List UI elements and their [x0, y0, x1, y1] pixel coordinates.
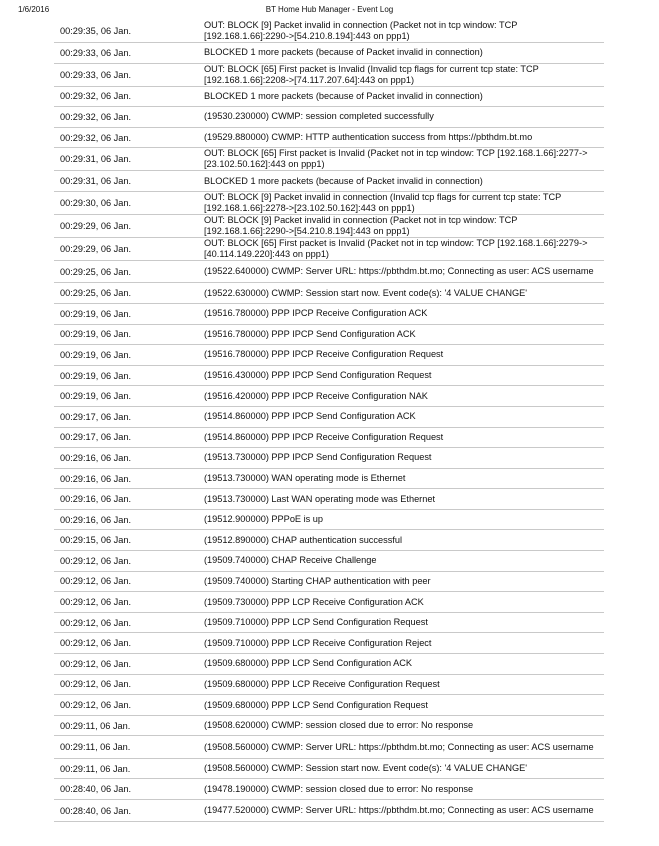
log-time: 00:29:19, 06 Jan. [54, 324, 202, 345]
log-time: 00:29:17, 06 Jan. [54, 406, 202, 427]
log-message: (19516.780000) PPP IPCP Receive Configuration Request [202, 345, 604, 366]
log-time: 00:29:11, 06 Jan. [54, 715, 202, 736]
log-time: 00:29:19, 06 Jan. [54, 386, 202, 407]
log-message: BLOCKED 1 more packets (because of Packet invalid in connection) [202, 43, 604, 64]
log-time: 00:29:17, 06 Jan. [54, 427, 202, 448]
log-time: 00:29:16, 06 Jan. [54, 468, 202, 489]
log-row [54, 489, 604, 510]
log-row [54, 214, 604, 237]
log-time: 00:29:12, 06 Jan. [54, 695, 202, 716]
log-row [54, 551, 604, 572]
print-header [0, 0, 659, 20]
log-row [54, 191, 604, 214]
log-time: 00:29:25, 06 Jan. [54, 260, 202, 282]
log-time: 00:29:12, 06 Jan. [54, 633, 202, 654]
log-message: (19509.740000) CHAP Receive Challenge [202, 551, 604, 572]
log-time: 00:29:11, 06 Jan. [54, 736, 202, 758]
log-row [54, 86, 604, 107]
log-message: (19516.430000) PPP IPCP Send Configuration Request [202, 365, 604, 386]
log-message: OUT: BLOCK [9] Packet invalid in connection (Packet not in tcp window: TCP [192.168.1.66]:2290->[54.210.8.194]:443 on ppp1) [202, 20, 604, 43]
log-time: 00:29:11, 06 Jan. [54, 758, 202, 779]
log-message: (19508.560000) CWMP: Session start now. Event code(s): '4 VALUE CHANGE' [202, 758, 604, 779]
log-time: 00:29:19, 06 Jan. [54, 345, 202, 366]
log-row [54, 127, 604, 148]
log-row [54, 736, 604, 758]
log-time: 00:29:16, 06 Jan. [54, 509, 202, 530]
print-date: 1/6/2016 [18, 5, 50, 14]
log-row [54, 654, 604, 675]
log-row [54, 674, 604, 695]
log-row [54, 63, 604, 86]
log-time: 00:29:19, 06 Jan. [54, 303, 202, 324]
page-title: BT Home Hub Manager - Event Log [265, 5, 394, 14]
log-row [54, 530, 604, 551]
log-row [54, 20, 604, 43]
log-message: (19513.730000) Last WAN operating mode was Ethernet [202, 489, 604, 510]
log-message: (19516.780000) PPP IPCP Receive Configuration ACK [202, 303, 604, 324]
log-message: OUT: BLOCK [65] First packet is Invalid (Packet not in tcp window: TCP [192.168.1.66]:2279->[40.114.149.220]:443 on ppp1) [202, 237, 604, 260]
log-row [54, 324, 604, 345]
log-message: (19522.640000) CWMP: Server URL: https://pbthdm.bt.mo; Connecting as user: ACS username [202, 260, 604, 282]
log-message: (19513.730000) PPP IPCP Send Configuration Request [202, 448, 604, 469]
log-message: (19512.890000) CHAP authentication successful [202, 530, 604, 551]
log-message: (19509.680000) PPP LCP Send Configuration Request [202, 695, 604, 716]
log-time: 00:29:35, 06 Jan. [54, 20, 202, 43]
log-message: OUT: BLOCK [65] First packet is Invalid (Invalid tcp flags for current tcp state: TCP [192.168.1.66]:2208->[74.117.207.64]:443 on ppp1) [202, 63, 604, 86]
log-time: 00:29:33, 06 Jan. [54, 63, 202, 86]
log-message: (19508.560000) CWMP: Server URL: https://pbthdm.bt.mo; Connecting as user: ACS username [202, 736, 604, 758]
log-row [54, 612, 604, 633]
log-message: BLOCKED 1 more packets (because of Packet invalid in connection) [202, 86, 604, 107]
log-message: (19529.880000) CWMP: HTTP authentication success from https://pbthdm.bt.mo [202, 127, 604, 148]
log-message: (19477.520000) CWMP: Server URL: https://pbthdm.bt.mo; Connecting as user: ACS username [202, 800, 604, 822]
log-time: 00:29:32, 06 Jan. [54, 127, 202, 148]
log-row [54, 107, 604, 128]
log-row [54, 260, 604, 282]
log-message: (19516.780000) PPP IPCP Send Configuration ACK [202, 324, 604, 345]
log-row [54, 592, 604, 613]
log-row [54, 571, 604, 592]
log-time: 00:29:12, 06 Jan. [54, 674, 202, 695]
log-row [54, 468, 604, 489]
log-time: 00:29:31, 06 Jan. [54, 148, 202, 171]
log-time: 00:29:19, 06 Jan. [54, 365, 202, 386]
log-row [54, 386, 604, 407]
log-message: (19509.680000) PPP LCP Receive Configuration Request [202, 674, 604, 695]
log-time: 00:29:12, 06 Jan. [54, 551, 202, 572]
log-message: BLOCKED 1 more packets (because of Packet invalid in connection) [202, 171, 604, 192]
log-row [54, 303, 604, 324]
log-row [54, 406, 604, 427]
log-row [54, 800, 604, 822]
log-time: 00:29:33, 06 Jan. [54, 43, 202, 64]
log-row [54, 715, 604, 736]
log-message: (19512.900000) PPPoE is up [202, 509, 604, 530]
log-message: OUT: BLOCK [65] First packet is Invalid (Packet not in tcp window: TCP [192.168.1.66]:2277->[23.102.50.162]:443 on ppp1) [202, 148, 604, 171]
log-row [54, 237, 604, 260]
log-message: (19513.730000) WAN operating mode is Ethernet [202, 468, 604, 489]
log-row [54, 448, 604, 469]
log-message: (19509.710000) PPP LCP Send Configuration Request [202, 612, 604, 633]
log-row [54, 148, 604, 171]
log-time: 00:29:29, 06 Jan. [54, 214, 202, 237]
log-row [54, 427, 604, 448]
log-row [54, 365, 604, 386]
log-message: OUT: BLOCK [9] Packet invalid in connection (Invalid tcp flags for current tcp state: TCP [192.168.1.66]:2278->[23.102.50.162]:443 on ppp1) [202, 191, 604, 214]
log-row [54, 779, 604, 800]
log-time: 00:29:16, 06 Jan. [54, 489, 202, 510]
log-time: 00:29:16, 06 Jan. [54, 448, 202, 469]
log-message: OUT: BLOCK [9] Packet invalid in connection (Packet not in tcp window: TCP [192.168.1.66]:2290->[54.210.8.194]:443 on ppp1) [202, 214, 604, 237]
log-time: 00:29:12, 06 Jan. [54, 592, 202, 613]
log-message: (19509.680000) PPP LCP Send Configuration ACK [202, 654, 604, 675]
log-time: 00:29:25, 06 Jan. [54, 283, 202, 304]
log-time: 00:29:29, 06 Jan. [54, 237, 202, 260]
event-log-body [54, 20, 604, 822]
log-message: (19514.860000) PPP IPCP Send Configuration ACK [202, 406, 604, 427]
log-time: 00:29:32, 06 Jan. [54, 86, 202, 107]
log-time: 00:29:30, 06 Jan. [54, 191, 202, 214]
log-time: 00:29:12, 06 Jan. [54, 571, 202, 592]
log-message: (19509.730000) PPP LCP Receive Configuration ACK [202, 592, 604, 613]
log-time: 00:29:12, 06 Jan. [54, 612, 202, 633]
log-row [54, 171, 604, 192]
log-row [54, 633, 604, 654]
log-time: 00:29:31, 06 Jan. [54, 171, 202, 192]
log-row [54, 695, 604, 716]
log-time: 00:28:40, 06 Jan. [54, 779, 202, 800]
log-time: 00:29:32, 06 Jan. [54, 107, 202, 128]
log-row [54, 283, 604, 304]
log-time: 00:28:40, 06 Jan. [54, 800, 202, 822]
log-message: (19508.620000) CWMP: session closed due to error: No response [202, 715, 604, 736]
log-message: (19514.860000) PPP IPCP Receive Configuration Request [202, 427, 604, 448]
log-message: (19516.420000) PPP IPCP Receive Configuration NAK [202, 386, 604, 407]
log-time: 00:29:12, 06 Jan. [54, 654, 202, 675]
log-row [54, 43, 604, 64]
log-message: (19509.710000) PPP LCP Receive Configuration Reject [202, 633, 604, 654]
log-message: (19478.190000) CWMP: session closed due to error: No response [202, 779, 604, 800]
log-message: (19522.630000) CWMP: Session start now. Event code(s): '4 VALUE CHANGE' [202, 283, 604, 304]
log-row [54, 345, 604, 366]
log-message: (19530.230000) CWMP: session completed successfully [202, 107, 604, 128]
log-row [54, 758, 604, 779]
log-row [54, 509, 604, 530]
log-message: (19509.740000) Starting CHAP authentication with peer [202, 571, 604, 592]
log-time: 00:29:15, 06 Jan. [54, 530, 202, 551]
event-log-table [54, 20, 604, 822]
